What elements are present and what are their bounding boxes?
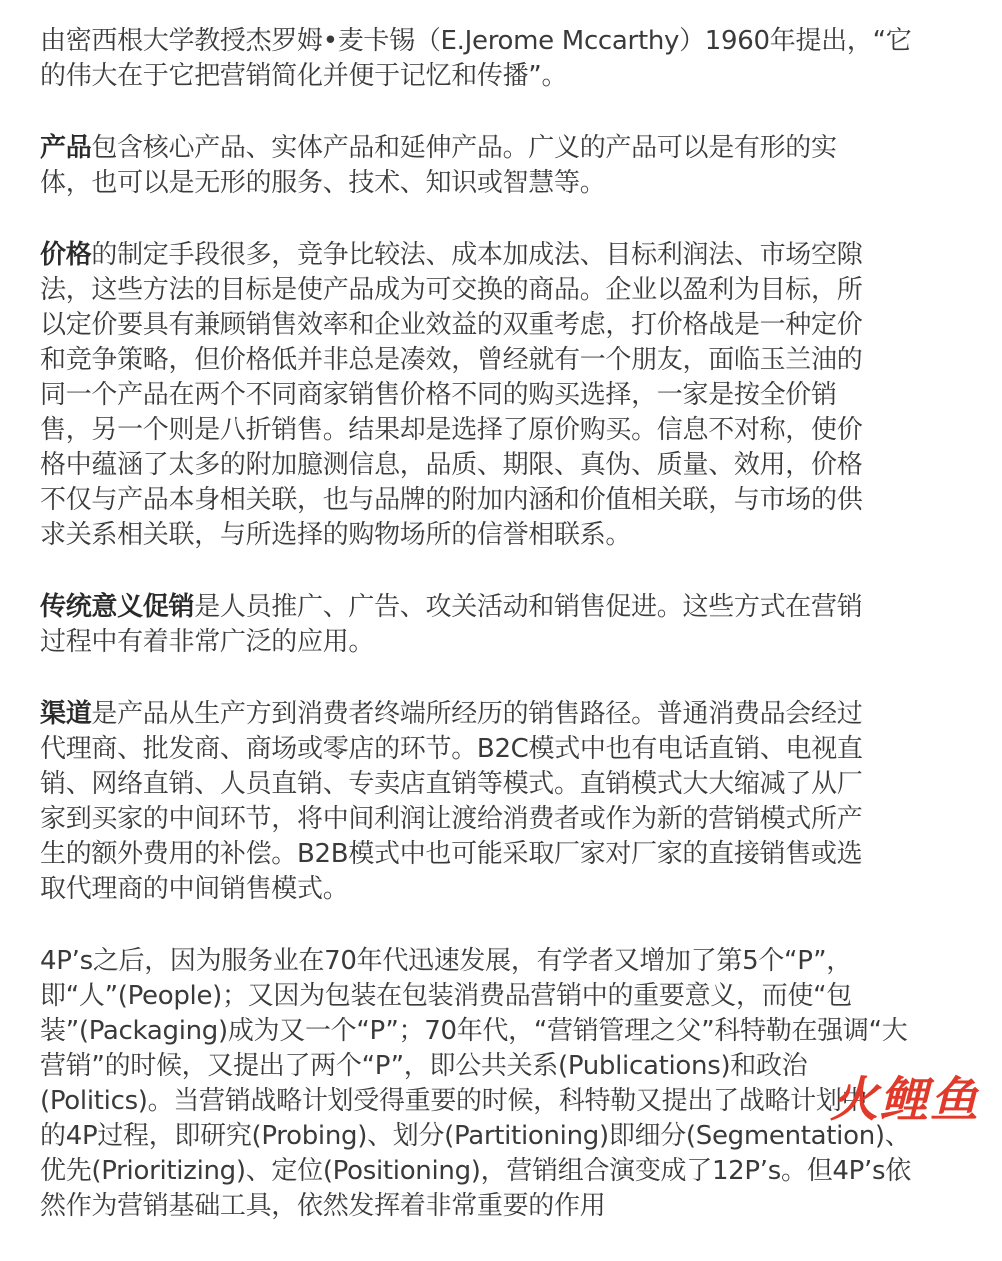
text-line: 由密西根大学教授杰罗姆•麦卡锡（E.Jerome Mccarthy）1960年提出，“它 <box>40 26 912 56</box>
promotion-paragraph <box>40 590 950 660</box>
watermark-logo: 火鲤鱼 <box>829 1072 980 1128</box>
channel-paragraph <box>40 697 950 907</box>
product-paragraph <box>40 131 950 201</box>
price-paragraph <box>40 238 950 553</box>
article-body <box>40 24 950 1261</box>
text-run: 的制定手段很多，竞争比较法、成本加成法、目标利润法、市场空隙 <box>91 240 863 270</box>
text-line: 格中蕴涵了太多的附加臆测信息，品质、期限、真伪、质量、效用，价格 <box>40 450 863 480</box>
text-line: 售，另一个则是八折销售。结果却是选择了原价购买。信息不对称，使价 <box>40 415 863 445</box>
text-line: 然作为营销基础工具，依然发挥着非常重要的作用 <box>40 1191 606 1221</box>
intro-paragraph <box>40 24 950 94</box>
promotion-term: 传统意义促销 <box>40 592 195 622</box>
text-line: 求关系相关联，与所选择的购物场所的信誉相联系。 <box>40 520 632 550</box>
text-line <box>40 131 950 166</box>
text-line <box>40 590 950 625</box>
text-line: 销、网络直销、人员直销、专卖店直销等模式。直销模式大大缩减了从厂 <box>40 769 863 799</box>
text-line <box>40 697 950 732</box>
text-line: 代理商、批发商、商场或零店的环节。B2C模式中也有电话直销、电视直 <box>40 734 863 764</box>
text-line: 不仅与产品本身相关联，也与品牌的附加内涵和价值相关联，与市场的供 <box>40 485 863 515</box>
text-line: 和竞争策略，但价格低并非总是凑效，曾经就有一个朋友，面临玉兰油的 <box>40 345 863 375</box>
text-line: 生的额外费用的补偿。B2B模式中也可能采取厂家对厂家的直接销售或选 <box>40 839 863 869</box>
price-term: 价格 <box>40 240 92 270</box>
text-line: 即“人”(People)；又因为包装在包装消费品营销中的重要意义，而使“包 <box>40 981 852 1011</box>
text-line: 体，也可以是无形的服务、技术、知识或智慧等。 <box>40 168 606 198</box>
text-line: 过程中有着非常广泛的应用。 <box>40 627 375 657</box>
text-line: 4P’s之后，因为服务业在70年代迅速发展，有学者又增加了第5个“P”， <box>40 946 852 976</box>
text-line <box>40 238 950 273</box>
text-line: 的伟大在于它把营销简化并便于记忆和传播”。 <box>40 61 568 91</box>
text-line: 法，这些方法的目标是使产品成为可交换的商品。企业以盈利为目标，所 <box>40 275 863 305</box>
text-line: 营销”的时候，又提出了两个“P”，即公共关系(Publications)和政治 <box>40 1051 808 1081</box>
text-run: 是产品从生产方到消费者终端所经历的销售路径。普通消费品会经过 <box>91 699 863 729</box>
text-line: (Politics)。当营销战略计划受得重要的时候，科特勒又提出了战略计划中 <box>40 1086 868 1116</box>
text-line: 取代理商的中间销售模式。 <box>40 874 349 904</box>
text-line: 以定价要具有兼顾销售效率和企业效益的双重考虑，打价格战是一种定价 <box>40 310 863 340</box>
after-4p-paragraph <box>40 944 950 1224</box>
product-term: 产品 <box>40 133 92 163</box>
text-line: 优先(Prioritizing)、定位(Positioning)，营销组合演变成了12P’s。但4P’s依 <box>40 1156 911 1186</box>
text-line: 的4P过程，即研究(Probing)、划分(Partitioning)即细分(Segmentation)、 <box>40 1121 911 1151</box>
text-line: 家到买家的中间环节，将中间利润让渡给消费者或作为新的营销模式所产 <box>40 804 863 834</box>
text-run: 包含核心产品、实体产品和延伸产品。广义的产品可以是有形的实 <box>91 133 837 163</box>
text-run: 是人员推广、广告、攻关活动和销售促进。这些方式在营销 <box>194 592 863 622</box>
channel-term: 渠道 <box>40 699 92 729</box>
text-line: 同一个产品在两个不同商家销售价格不同的购买选择，一家是按全价销 <box>40 380 837 410</box>
text-line: 装”(Packaging)成为又一个“P”；70年代，“营销管理之父”科特勒在强调“大 <box>40 1016 908 1046</box>
